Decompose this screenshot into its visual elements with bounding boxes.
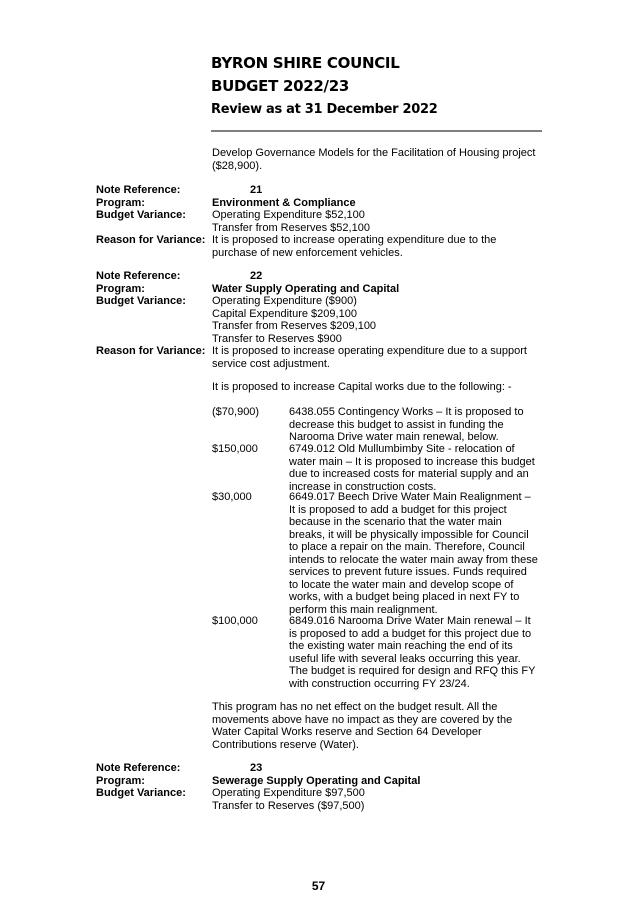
variance-line: Transfer from Reserves $52,100 [212, 221, 370, 234]
item-description: 6438.055 Contingency Works – It is proposed to decrease this budget to assist in funding the Narooma Drive water main renewal, below. [289, 406, 524, 443]
note-number: 23 [250, 762, 263, 774]
variance-line: Transfer to Reserves $900 [212, 332, 342, 345]
program-name: Environment & Compliance [212, 196, 356, 209]
program-name: Water Supply Operating and Capital [212, 282, 400, 295]
reason-label: Reason for Variance: [96, 234, 206, 246]
variance-label: Budget Variance: [96, 787, 186, 799]
document-header [211, 52, 438, 122]
item-amount: $30,000 [212, 491, 252, 503]
page-number: 57 [311, 879, 326, 893]
variance-label: Budget Variance: [96, 209, 186, 221]
program-label: Program: [96, 196, 145, 209]
item-description: 6849.016 Narooma Drive Water Main renewal – It is proposed to add a budget for this project due to the existing water main reaching the end of its useful life with several leaks occurring this year. The budget is required for design and RFQ this FY with construction occurring FY 23/24. [289, 615, 536, 690]
intro-text: Develop Governance Models for the Facilitation of Housing project ($28,900). [212, 147, 536, 172]
program-name: Sewerage Supply Operating and Capital [212, 774, 421, 787]
note-ref-label: Note Reference: [96, 270, 181, 282]
variance-line: Operating Expenditure ($900) [212, 295, 357, 307]
reason-text: It is proposed to increase operating expenditure due to the purchase of new enforcement vehicles. [212, 234, 497, 259]
item-description: 6649.017 Beech Drive Water Main Realignment – It is proposed to add a budget for this project because in the scenario that the water main breaks, it will be physically impossible for Council to place a repair on the main. Therefore, Council intends to relocate the water main away from these services to prevent future issues. Funds required to locate the water main and develop scope of works, with a budget being placed in next FY to perform this main realignment. [289, 491, 538, 616]
capital-intro: It is proposed to increase Capital works due to the following: - [212, 381, 512, 393]
reason-label: Reason for Variance: [96, 345, 206, 357]
note-number: 21 [250, 184, 263, 196]
item-description: 6749.012 Old Mullumbimby Site - relocation of water main – It is proposed to increase this budget due to increased costs for material supply and an increase in construction costs. [289, 443, 535, 493]
review-subtitle: Review as at 31 December 2022 [211, 102, 438, 117]
note-ref-label: Note Reference: [96, 762, 181, 774]
item-amount: $150,000 [212, 443, 258, 455]
variance-label: Budget Variance: [96, 295, 186, 307]
summary-text: This program has no net effect on the budget result. All the movements above have no impact as they are covered by the Water Capital Works reserve and Section 64 Developer Contributions reserve (Water). [212, 701, 513, 751]
variance-line: Capital Expenditure $209,100 [212, 307, 357, 320]
variance-line: Transfer to Reserves ($97,500) [212, 799, 365, 812]
org-title: BYRON SHIRE COUNCIL [211, 54, 400, 72]
note-ref-label: Note Reference: [96, 184, 181, 196]
item-amount: ($70,900) [212, 406, 260, 418]
variance-line: Operating Expenditure $97,500 [212, 787, 365, 799]
header-divider [211, 130, 542, 132]
program-label: Program: [96, 282, 145, 295]
note-number: 22 [250, 270, 263, 282]
variance-line: Operating Expenditure $52,100 [212, 209, 365, 221]
item-amount: $100,000 [212, 615, 258, 627]
budget-title: BUDGET 2022/23 [211, 77, 349, 95]
program-label: Program: [96, 774, 145, 787]
reason-text: It is proposed to increase operating expenditure due to a support service cost adjustment. [212, 345, 527, 370]
variance-line: Transfer from Reserves $209,100 [212, 320, 377, 332]
